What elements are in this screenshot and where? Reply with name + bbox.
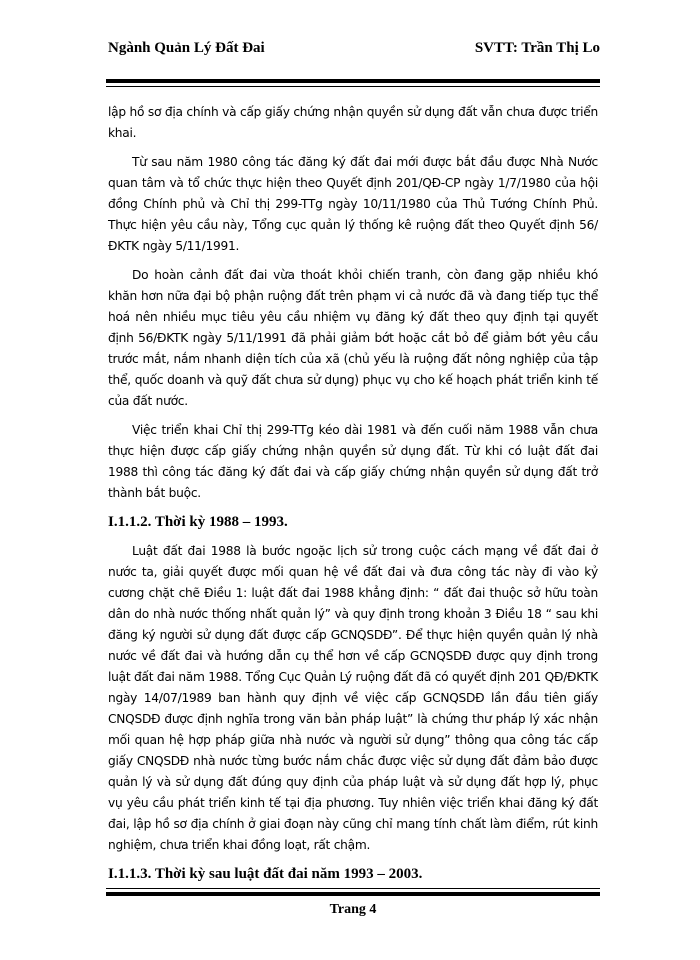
page-number: Trang 4 [329, 902, 377, 917]
footer-rule-thin [106, 888, 600, 889]
section-heading: I.1.1.2. Thời kỳ 1988 – 1993. [108, 514, 288, 530]
body-text [108, 102, 598, 893]
paragraph: Luật đất đai 1988 là bước ngoặc lịch sử trong cuộc cách mạng về đất đai ở nước ta, giải quyết được mối quan hệ về đất đai và đưa công tác này đi vào kỷ cương chặt chẽ Điều 1: luật đất đai 1988 khẳng định: “ đất đai thuộc sở hữu toàn dân do nhà nước thống nhất quản lý” và quy định trong khoản 3 Điều 18 “ sau khi đăng ký người sử dụng đất được cấp GCNQSDĐ”. Để thực hiện quyền quản lý nhà nước về đất đai và hướng dẫn cụ thể hơn về cấp GCNQSDĐ được quy định trong luật đất đai năm 1988. Tổng Cục Quản Lý ruộng đất đã có quyết định 201 QĐ/ĐKTK ngày 14/07/1989 ban hành quy định về việc cấp GCNQSDĐ lần đầu tiên giấy CNQSDĐ được định nghĩa trong văn bản pháp luật” là chứng thư pháp lý xác nhận mối quan hệ hợp pháp giữa nhà nước và người sử dụng” thông qua công tác cấp giấy CNQSDĐ nhà nước từng bước nắm chắc được việc sử dụng đất đảm bảo được quản lý và sử dụng đất đúng quy định của pháp luật và sử dụng đất hợp lý, phục vụ yêu cầu phát triển kinh tế tại địa phương. Tuy nhiên việc triển khai đăng ký đất đai, lập hồ sơ địa chính ở giai đoạn này cũng chỉ mang tính chất làm điểm, rút kinh nghiệm, chưa triển khai đồng loạt, rất chậm. [108, 544, 598, 852]
section-heading: I.1.1.3. Thời kỳ sau luật đất đai năm 1993 – 2003. [108, 866, 423, 882]
header-rule-thick [106, 79, 600, 83]
paragraph: Do hoàn cảnh đất đai vừa thoát khỏi chiến tranh, còn đang gặp nhiều khó khăn hơn nữa đại bộ phận ruộng đất trên phạm vi cả nước đã và đang tiếp tục thể hoá nên nhiều mục tiêu yêu cầu nhiệm vụ đăng ký đất theo quy định tại quyết định 56/ĐKTK ngày 5/11/1991 đã phải giảm bớt hoặc cắt bỏ để giảm bớt yêu cầu trước mắt, nắm nhanh diện tích của xã (chủ yếu là ruộng đất nông nghiệp của tập thể, quốc doanh và quỹ đất chưa sử dụng) phục vụ cho kế hoạch phát triển kinh tế của đất nước. [108, 268, 598, 408]
paragraph: Việc triển khai Chỉ thị 299-TTg kéo dài 1981 và đến cuối năm 1988 vẫn chưa thực hiện được cấp giấy chứng nhận quyền sử dụng đất. Từ khi có luật đất đai 1988 thì công tác đăng ký đất đai và cấp giấy chứng nhận quyền sử dụng đất trở thành bắt buộc. [108, 423, 598, 500]
paragraph: lập hồ sơ địa chính và cấp giấy chứng nhận quyền sử dụng đất vẫn chưa được triển khai. [108, 105, 598, 140]
footer-rule-thick [106, 892, 600, 896]
header-author: SVTT: Trần Thị Lo [474, 40, 600, 56]
header-rule-thin [106, 86, 600, 87]
paragraph: Từ sau năm 1980 công tác đăng ký đất đai mới được bắt đầu được Nhà Nước quan tâm và tổ chức thực hiện theo Quyết định 201/QĐ-CP ngày 1/7/1980 của hội đồng Chính phủ và Chỉ thị 299-TTg ngày 10/11/1980 của Thủ Tướng Chính Phủ. Thực hiện yêu cầu này, Tổng cục quản lý thống kê ruộng đất theo Quyết định 56/ĐKTK ngày 5/11/1991. [108, 155, 598, 253]
page-header [108, 40, 600, 57]
header-title: Ngành Quản Lý Đất Đai [108, 40, 265, 56]
